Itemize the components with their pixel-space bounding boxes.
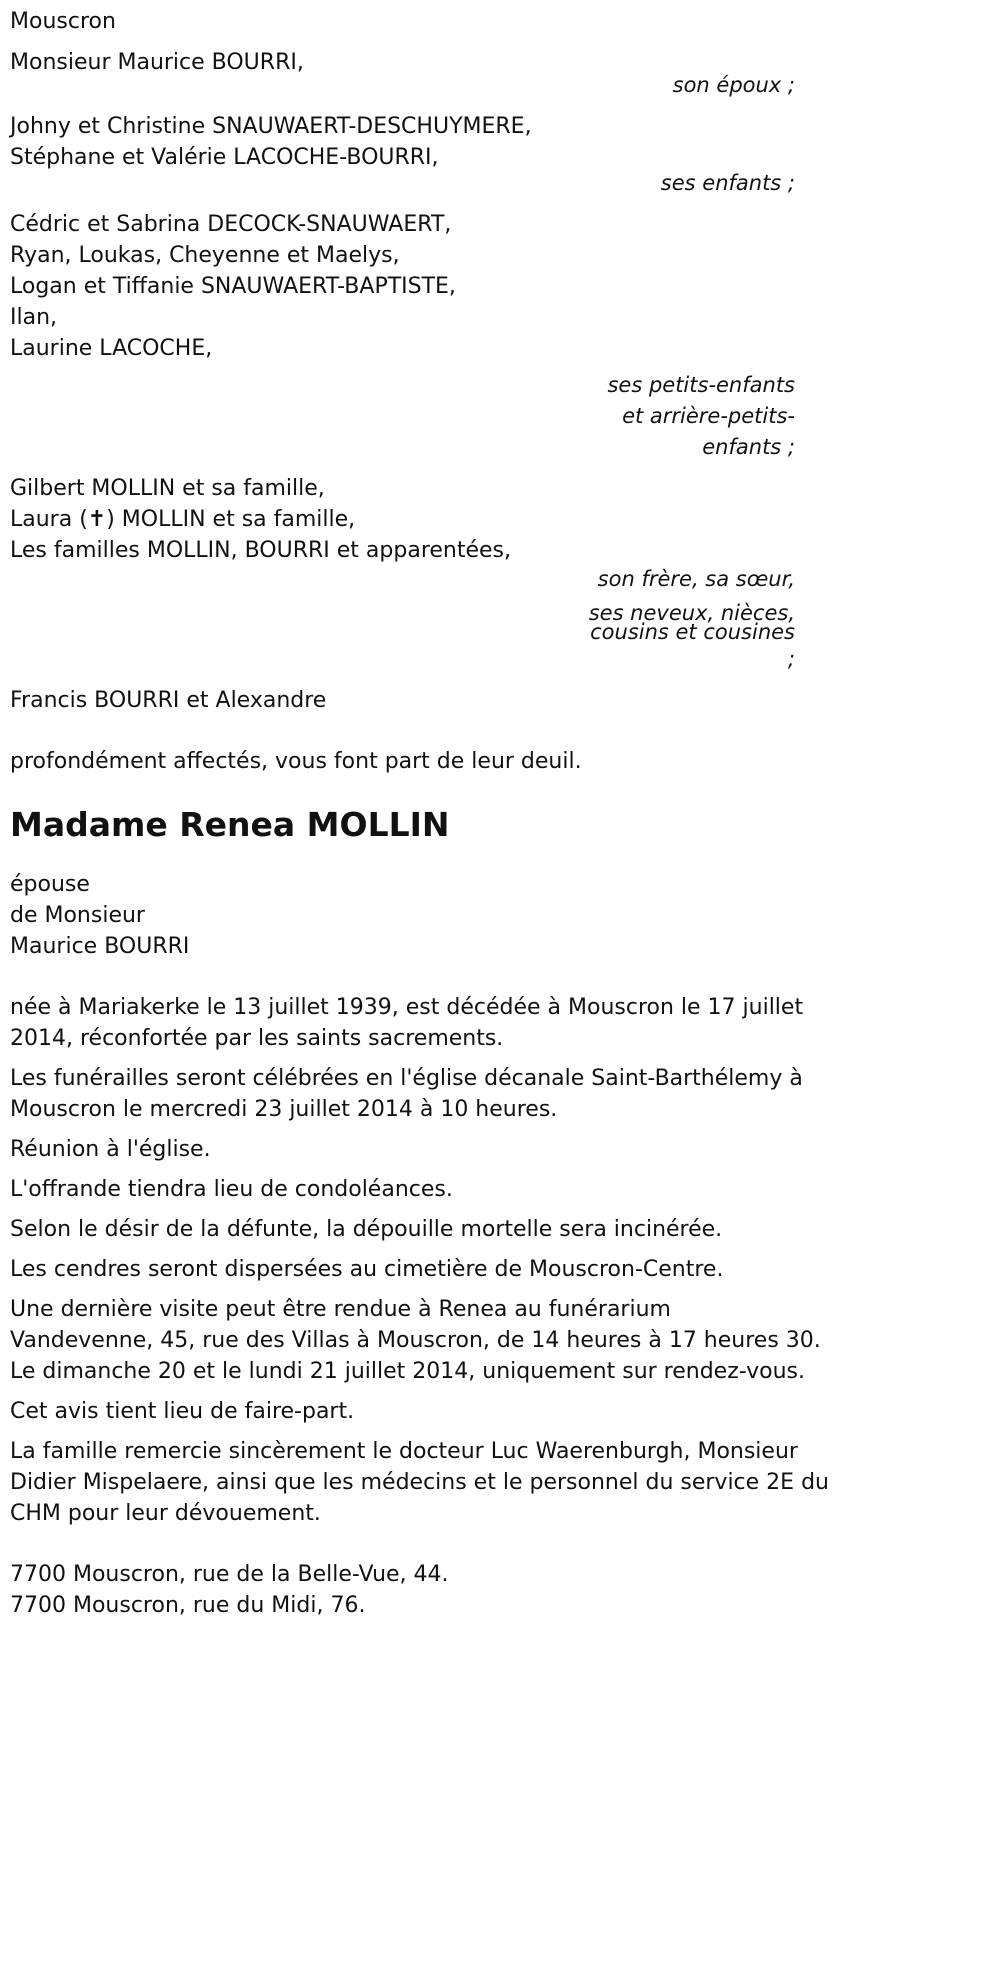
birth-line: 2014, réconfortée par les saints sacrements. <box>10 1026 504 1051</box>
spouse-name: Monsieur Maurice BOURRI, <box>10 50 304 75</box>
funeral-line: Les funérailles seront célébrées en l'église décanale Saint-Barthélemy à <box>10 1066 803 1091</box>
grandchild-line: Logan et Tiffanie SNAUWAERT-BAPTISTE, <box>10 274 456 299</box>
grandchildren-role-line: ses petits-enfants <box>607 373 795 397</box>
thanks-line: CHM pour leur dévouement. <box>10 1501 321 1526</box>
siblings-role-line: ses neveux, nièces, <box>588 601 795 625</box>
meeting-line: Réunion à l'église. <box>10 1137 211 1162</box>
relation-line: de Monsieur <box>10 903 145 928</box>
grandchild-line: Cédric et Sabrina DECOCK-SNAUWAERT, <box>10 212 452 237</box>
grandchildren-role-line: enfants ; <box>702 435 795 459</box>
thanks-line: La famille remercie sincèrement le docteur Luc Waerenburgh, Monsieur <box>10 1439 798 1464</box>
cremation-line: Selon le désir de la défunte, la dépouille mortelle sera incinérée. <box>10 1217 723 1242</box>
cremation-paragraph <box>10 1214 795 1245</box>
deceased-name: Madame Renea MOLLIN <box>10 805 450 844</box>
other-relatives: Francis BOURRI et Alexandre <box>10 688 327 713</box>
city-heading: Mouscron <box>10 9 116 34</box>
birth-line: née à Mariakerke le 13 juillet 1939, est décédée à Mouscron le 17 juillet <box>10 995 804 1020</box>
spouse-role: son époux ; <box>672 73 795 97</box>
grandchild-line: Ilan, <box>10 305 58 330</box>
children-role: ses enfants ; <box>660 171 795 195</box>
grandchildren-role-line: et arrière-petits- <box>622 404 795 428</box>
ashes-line: Les cendres seront dispersées au cimetière de Mouscron-Centre. <box>10 1257 724 1282</box>
notice-paragraph <box>10 1396 795 1427</box>
announcement-text: profondément affectés, vous font part de leur deuil. <box>10 749 582 774</box>
funeral-line: Mouscron le mercredi 23 juillet 2014 à 10 heures. <box>10 1097 558 1122</box>
sibling-line: Laura (✝) MOLLIN et sa famille, <box>10 507 356 532</box>
siblings-role-line: son frère, sa sœur, <box>597 567 795 591</box>
offering-line: L'offrande tiendra lieu de condoléances. <box>10 1177 453 1202</box>
relation-line: épouse <box>10 872 90 897</box>
address-line: 7700 Mouscron, rue du Midi, 76. <box>10 1593 366 1618</box>
sibling-line: Gilbert MOLLIN et sa famille, <box>10 476 325 501</box>
child-line: Johny et Christine SNAUWAERT-DESCHUYMERE, <box>10 114 532 139</box>
details-section <box>10 992 829 1529</box>
ashes-paragraph <box>10 1254 795 1285</box>
offering-paragraph <box>10 1174 795 1205</box>
siblings-role-line: ; <box>787 647 795 671</box>
visit-line: Le dimanche 20 et le lundi 21 juillet 2014, uniquement sur rendez-vous. <box>10 1359 805 1384</box>
meeting-paragraph <box>10 1134 795 1165</box>
notice-line: Cet avis tient lieu de faire-part. <box>10 1399 355 1424</box>
visit-paragraph <box>10 1294 821 1387</box>
grandchild-line: Laurine LACOCHE, <box>10 336 213 361</box>
siblings-role-line: cousins et cousines <box>590 620 795 644</box>
child-line: Stéphane et Valérie LACOCHE-BOURRI, <box>10 145 439 170</box>
relation-line: Maurice BOURRI <box>10 934 190 959</box>
visit-line: Vandevenne, 45, rue des Villas à Mouscron, de 14 heures à 17 heures 30. <box>10 1328 821 1353</box>
grandchild-line: Ryan, Loukas, Cheyenne et Maelys, <box>10 243 400 268</box>
thanks-paragraph <box>10 1436 829 1529</box>
birth-paragraph <box>10 992 804 1054</box>
address-line: 7700 Mouscron, rue de la Belle-Vue, 44. <box>10 1562 449 1587</box>
funeral-paragraph <box>10 1063 803 1125</box>
visit-line: Une dernière visite peut être rendue à Renea au funérarium <box>10 1297 671 1322</box>
thanks-line: Didier Mispelaere, ainsi que les médecins et le personnel du service 2E du <box>10 1470 829 1495</box>
sibling-line: Les familles MOLLIN, BOURRI et apparentées, <box>10 538 512 563</box>
